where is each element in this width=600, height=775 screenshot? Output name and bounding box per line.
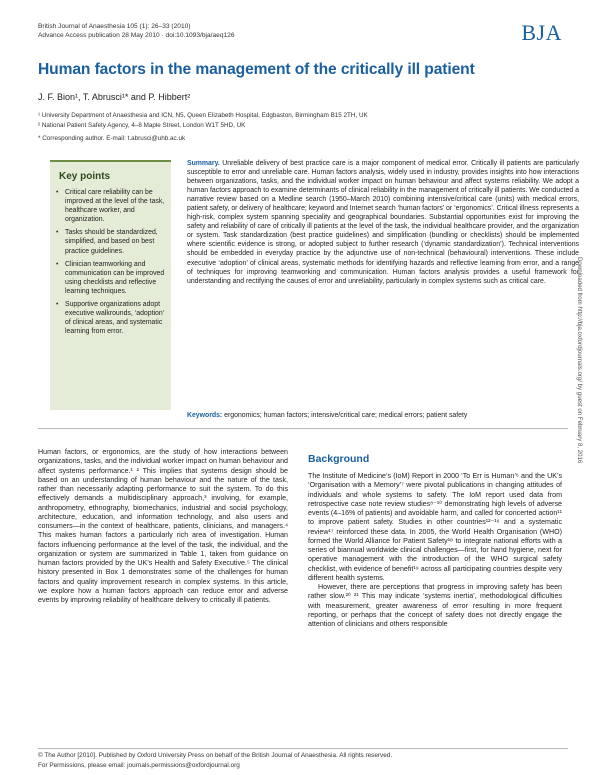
summary-abstract — [187, 159, 579, 286]
key-point-item: • Supportive organizations adopt executive walkrounds, ‘adoption’ of clinical areas, and systematic learning from error. — [56, 300, 168, 336]
key-point-item: • Clinician teamworking and communication can be improved using checklists and reflective learning techniques. — [56, 260, 168, 296]
background-paragraph-2: However, there are perceptions that progress in improving safety has been rather slow.²⁰ ²¹ This may indicate ‘systems inertia’, methodological difficulties with measurement, greater awareness of error resulting in more frequent reporting, or perhaps that the concept of safety does not directly engage the attention of clinicians and others responsible — [308, 583, 562, 628]
summary-text: Unreliable delivery of best practice care is a major component of medical error. Critically ill patients are particularly susceptible to error and unreliable care. Human factors analysis, widely used in industry, provides insights into how interactions between organizations, tasks, and the individual worker impact on human behaviour and affect systems reliability. We adopt a human factors approach to examine determinants of clinical reliability in the management of critically ill patients. We conducted a narrative review based on a Medline search (1950–March 2010) combining intensive/critical care (units) with medical errors, patient safety, or delivery of healthcare; keyword and Internet search ‘human factors’ or ‘ergonomics’. Critical illness represents a high-risk, complex system spanning speciality and geographical boundaries. Substantial opportunities exist for improving the safety and reliability of care of critically ill patients at the level of the task, the individual healthcare provider, and the organization or system. Task standardization (best practice guidelines) and simplification (bundling or checklists) should be implemented where scientific evidence is strong, or adopted subject to further research (‘dynamic standardization’). Technical interventions should be embedded in everyday practice by the adjunctive use of non-technical (behavioural) interventions. These include executive ‘adoption’ of clinical areas, systematic methods for identifying hazards and reflective learning from error, and a range of techniques for improving teamworking and communication. Human factors analysis provides a useful framework for understanding and rectifying the causes of error and unreliability, particularly in complex systems such as critical care. — [187, 160, 579, 285]
background-section — [308, 472, 562, 629]
affiliation-1: ¹ University Department of Anaesthesia and ICN, N5, Queen Elizabeth Hospital, Edgbaston, Birmingham B15 2TH, UK — [38, 112, 368, 119]
background-heading: Background — [308, 453, 370, 465]
background-paragraph-1: The Institute of Medicine’s (IoM) Report in 2000 ‘To Err is Human’⁶ and the UK’s ‘Organisation with a Memory’⁷ were pivotal publications in changing attitudes of individuals and whole systems to safety. The IoM report used data from retrospective case note review studies⁸⁻¹⁰ demonstrating high levels of adverse events (4–16% of patients) and avoidable harm, and called for concerted action¹¹ to improve patient safety. Studies in other countries¹²⁻¹⁶ and a systematic review¹⁷ reinforced these data. In 2005, the World Health Organisation (WHO) formed the World Alliance for Patient Safety¹⁸ to integrate national efforts with a series of biannual worldwide clinical challenges—first, for hand hygiene, next for operative management with the introduction of the WHO surgical safety checklist, with evidence of benefit¹⁹ across all participating countries despite very different health systems. — [308, 472, 562, 582]
key-points-list — [56, 188, 168, 340]
summary-label: Summary. — [187, 160, 220, 167]
download-watermark: Downloaded from http://bja.oxfordjournals.org/ by guest on February 8, 2016 — [576, 257, 583, 464]
keywords-line — [187, 412, 579, 419]
article-title: Human factors in the management of the critically ill patient — [38, 61, 475, 78]
advance-access-line: Advance Access publication 28 May 2010 · doi:10.1093/bja/aeq126 — [38, 32, 235, 39]
footer-divider — [38, 748, 568, 749]
keywords-label: Keywords: — [187, 412, 223, 419]
journal-citation: British Journal of Anaesthesia 105 (1): 26–33 (2010) — [38, 23, 191, 30]
journal-logo: BJA — [521, 20, 562, 45]
permissions-line: For Permissions, please email: journals.permissions@oxfordjournal.org — [38, 762, 240, 769]
key-point-item: • Critical care reliability can be improved at the level of the task, healthcare worker, and organization. — [56, 188, 168, 224]
key-point-item: • Tasks should be standardized, simplified, and based on best practice guidelines. — [56, 228, 168, 255]
copyright-line: © The Author [2010]. Published by Oxford University Press on behalf of the British Journal of Anaesthesia. All rights reserved. — [38, 752, 393, 759]
intro-paragraph: Human factors, or ergonomics, are the study of how interactions between organizations, tasks, and the individual worker impact on human behaviour and affect systems performance.¹ ² This implies that systems design should be based on an understanding of human behaviour and the nature of the task, rather than necessarily adapting performance to suit the system. To do this effectively demands a multidisciplinary approach,³ involving, for example, anthropometry, ethnography, biomechanics, industrial and social psychology, architecture, education, and information technology, and also users and consumers—in the context of healthcare, patients, clinicians, and managers.⁴ This makes human factors a particularly rich area of investigation. Human factors influencing performance at the level of the task, the individual, and the organization or system are summarized in Table 1, taken from guidance on human factors provided by the UK’s Health and Safety Executive.⁵ The clinical history presented in Box 1 demonstrates some of the challenges for human factors and quality improvement research in complex systems. In this article, we explore how a human factors approach can reduce error and adverse events by improving reliability of healthcare delivery to critically ill patients. — [38, 448, 288, 604]
section-divider — [38, 428, 568, 429]
keywords-text: ergonomics; human factors; intensive/critical care; medical errors; patient safety — [224, 412, 468, 419]
corresponding-author: * Corresponding author. E-mail: t.abrusci@uhb.ac.uk — [38, 135, 186, 142]
key-points-box — [50, 160, 171, 410]
author-list: J. F. Bion¹, T. Abrusci¹* and P. Hibbert² — [38, 92, 191, 102]
affiliation-2: ² National Patient Safety Agency, 4–8 Maple Street, London W1T 5HD, UK — [38, 122, 246, 129]
key-points-title: Key points — [59, 171, 111, 182]
